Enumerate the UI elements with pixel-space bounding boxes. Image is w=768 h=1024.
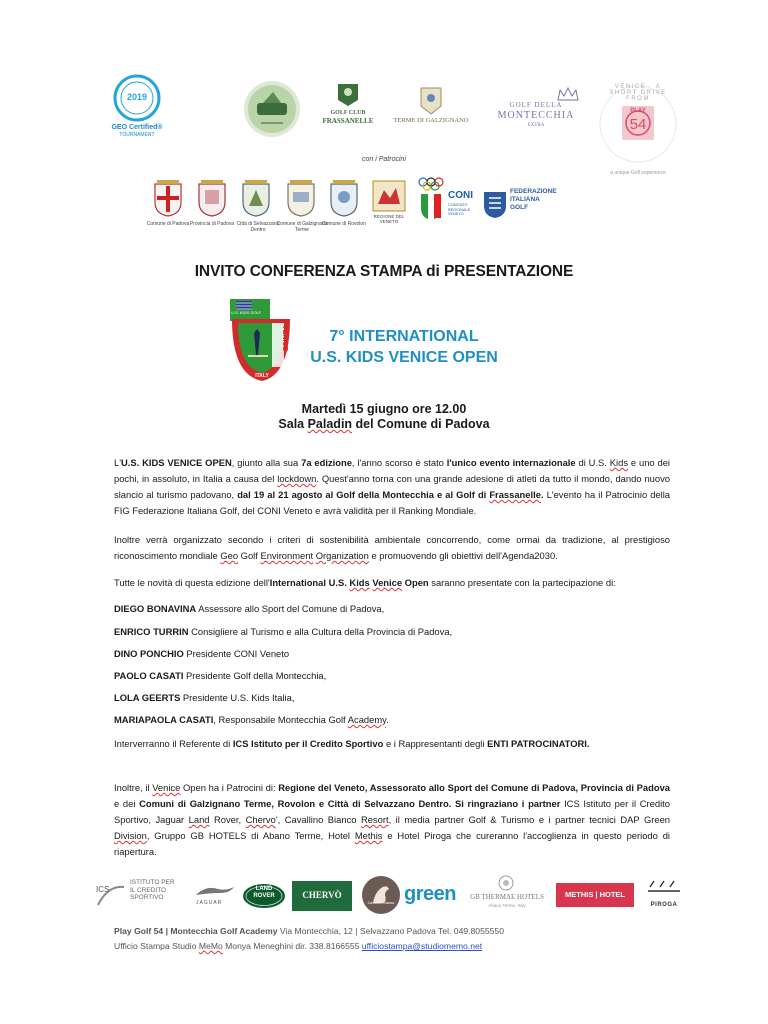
venice-open-badge bbox=[226, 293, 296, 385]
footer-contact bbox=[114, 924, 504, 939]
event-name-line1: 7° INTERNATIONAL bbox=[329, 328, 479, 345]
guest-role: Consigliere al Turismo e alla Cultura della Provincia di Padova, bbox=[188, 626, 453, 637]
rovolon-crest-icon bbox=[327, 178, 361, 218]
landrover-name-1: LAND bbox=[255, 886, 273, 892]
p4f: Comuni di Galzignano Terme, Rovolon e Città di Selvazzano Dentro bbox=[139, 798, 449, 809]
p4g: . Si ringraziano i partner bbox=[448, 798, 565, 809]
regione-veneto-icon bbox=[372, 180, 406, 212]
guest-role-end: . bbox=[386, 714, 389, 725]
paragraph-patrocini-partner bbox=[114, 780, 670, 860]
p1j: lockdown bbox=[277, 473, 317, 484]
venice-short-drive: VENICE · A SHORT DRIVE FROM bbox=[609, 84, 667, 102]
frassanelle-logo bbox=[318, 80, 378, 138]
p4l: ', Cavallino Bianco bbox=[275, 814, 361, 825]
ics-name-1: ISTITUTO PER bbox=[130, 879, 175, 886]
sponsor-logos bbox=[96, 873, 686, 919]
p4h: ICS Istituto per il Credito Sportivo, Jaguar bbox=[114, 798, 670, 825]
montecchia-crown-icon bbox=[488, 86, 584, 102]
galzignano-crest-icon bbox=[385, 86, 477, 116]
guest-role-underlined: Academy bbox=[347, 714, 387, 725]
geo-certified-logo bbox=[112, 73, 162, 123]
geo-label: GEO Certified® bbox=[111, 124, 163, 131]
footer-org: Play Golf 54 | Montecchia Golf Academy bbox=[114, 926, 278, 936]
landrover-name bbox=[242, 886, 286, 900]
int-b: ICS Istituto per il Credito Sportivo bbox=[232, 738, 384, 749]
p3c: Kids bbox=[349, 577, 370, 588]
guest-name: MARIAPAOLA CASATI bbox=[114, 714, 214, 725]
p1a: L' bbox=[114, 457, 122, 468]
p4q: Methis bbox=[354, 830, 383, 841]
p4m: Resort bbox=[360, 814, 389, 825]
cavallino-name: Cavallino Bianco bbox=[367, 901, 395, 905]
methis-logo bbox=[556, 883, 634, 907]
gb-hotels-emblem-icon bbox=[498, 875, 514, 891]
guest-item bbox=[114, 668, 326, 684]
jaguar-name: JAGUAR bbox=[196, 900, 223, 906]
p4r: e Hotel Piroga che cureranno l'accoglienza in questo periodo di riapertura. bbox=[114, 830, 670, 857]
p4k: Chervo bbox=[245, 814, 276, 825]
p3g: saranno presentate con la partecipazione di: bbox=[428, 577, 616, 588]
galzignano-comune-crest-icon bbox=[284, 178, 318, 218]
chervo-name: CHERVÒ bbox=[302, 890, 342, 900]
coni-name: CONI bbox=[448, 190, 473, 201]
p1o: L'evento ha il Patrocinio della FIG Federazione Italiana Golf, del CONI Veneto e avrà validità per il Ranking Mondiale. bbox=[114, 489, 671, 516]
guest-role: , Responsabile Montecchia Golf bbox=[213, 714, 348, 725]
guest-name: PAOLO CASATI bbox=[114, 670, 184, 681]
p2b: Geo bbox=[220, 550, 239, 561]
p4a: Inoltre, il bbox=[114, 782, 153, 793]
p4j: Rover, bbox=[209, 814, 246, 825]
footer-press-b: MeMo bbox=[198, 941, 223, 951]
coni-sub: COMITATO REGIONALE VENETO bbox=[448, 203, 471, 216]
play54-word: PLAY bbox=[630, 108, 646, 114]
footer-press-c: Monya Meneghini dir. 338.8166555 bbox=[222, 941, 362, 951]
piroga-boat-icon bbox=[646, 879, 682, 899]
p1c: , giunto alla sua bbox=[231, 457, 302, 468]
venue-b: Paladin bbox=[307, 417, 353, 431]
ics-abbr: ICS bbox=[96, 885, 110, 894]
p3a: Tutte le novità di questa edizione dell' bbox=[114, 577, 270, 588]
footer-address: Via Montecchia, 12 | Selvazzano Padova Tel. 049.8055550 bbox=[277, 926, 504, 936]
p1m: Frassanelle bbox=[489, 489, 541, 500]
geo-sublabel: TOURNAMENT bbox=[119, 132, 155, 138]
galzignano-name: TERME DI GALZIGNANO bbox=[393, 117, 469, 124]
crest-label-galzignano: Comune di Galzignano Terme bbox=[276, 221, 328, 233]
regione-veneto-label: REGIONE DEL VENETO bbox=[373, 214, 405, 224]
p2a: Inoltre verrà organizzato secondo i criteri di sostenibilità ambientale concorrendo, come ormai da tradizione, al prestigioso riconoscimento mondiale bbox=[114, 534, 670, 561]
play54-tagline: a unique Golf experience bbox=[610, 170, 666, 176]
guest-item bbox=[114, 712, 389, 728]
guest-item bbox=[114, 624, 452, 640]
p4o: Division bbox=[114, 830, 147, 841]
footer-press-office bbox=[114, 939, 482, 954]
guest-item bbox=[114, 646, 289, 662]
chervo-logo bbox=[292, 881, 352, 911]
montecchia-name-1: GOLF DELLA bbox=[509, 101, 563, 109]
fig-name-1: FEDERAZIONE bbox=[510, 188, 557, 195]
p4p: , Gruppo GB HOTELS di Abano Terme, Hotel bbox=[146, 830, 355, 841]
int-a: Interverranno il Referente di bbox=[114, 738, 233, 749]
fig-shield-icon bbox=[482, 190, 508, 220]
p1e: , l'anno scorso è stato bbox=[351, 457, 447, 468]
event-venue bbox=[0, 416, 768, 432]
p1i: e uno dei pochi, in assoluto, in Italia a causa del bbox=[114, 457, 671, 484]
venice-badge-top: U.S. KIDS GOLF bbox=[231, 310, 262, 315]
paragraph-interverranno bbox=[114, 736, 670, 752]
patrocini-label: con i Patrocini bbox=[362, 156, 406, 163]
p1d: 7a edizione bbox=[301, 457, 352, 468]
montecchia-name-3: EXTRA bbox=[527, 123, 545, 128]
footer-press-a: Ufficio Stampa Studio bbox=[114, 941, 199, 951]
cavallino-horse-icon bbox=[361, 875, 401, 915]
provincia-crest-icon bbox=[195, 178, 229, 218]
padova-crest-icon bbox=[151, 178, 185, 218]
jaguar-leaper-icon bbox=[194, 885, 236, 899]
p4d: Regione del Veneto, Assessorato allo Sport del Comune di Padova, Provincia di Padova bbox=[278, 782, 670, 793]
p4b: Venice bbox=[152, 782, 181, 793]
geo-year: 2019 bbox=[126, 92, 148, 102]
crest-label-provincia: Provincia di Padova bbox=[189, 221, 235, 227]
venue-c: del Comune di Padova bbox=[352, 417, 490, 431]
fig-name-3: GOLF bbox=[510, 204, 529, 211]
guest-role: Presidente U.S. Kids Italia, bbox=[180, 692, 295, 703]
p1b: U.S. KIDS VENICE OPEN bbox=[121, 457, 232, 468]
p2f: Organization bbox=[315, 550, 369, 561]
galzignano-logo bbox=[385, 86, 477, 138]
coni-olympic-icon bbox=[415, 176, 447, 222]
guest-role: Presidente CONI Veneto bbox=[183, 648, 290, 659]
paragraph-sostenibilita bbox=[114, 532, 670, 564]
p2g: e promuovendo gli obiettivi dell'Agenda2030. bbox=[368, 550, 558, 561]
frassanelle-crest-icon bbox=[318, 80, 378, 108]
paragraph-novita bbox=[114, 575, 670, 591]
int-d: ENTI PATROCINATORI. bbox=[487, 738, 590, 749]
guest-role: Presidente Golf della Montecchia, bbox=[183, 670, 327, 681]
piroga-name: PIROGA bbox=[650, 902, 678, 908]
fig-name bbox=[510, 188, 557, 212]
ics-name-3: SPORTIVO bbox=[130, 894, 164, 901]
play54-number: 54 bbox=[629, 116, 647, 133]
venue-a: Sala bbox=[278, 417, 308, 431]
gb-hotels-sub: Abano Terme, Italy bbox=[488, 903, 526, 908]
p3f: Open bbox=[402, 577, 429, 588]
green-emblem-logo bbox=[243, 80, 301, 138]
venice-badge-word: VENICE bbox=[281, 325, 288, 352]
guest-item bbox=[114, 690, 294, 706]
green-division-name: green bbox=[404, 883, 456, 905]
p1h: Kids bbox=[609, 457, 629, 468]
p1k: . Quest'anno torna con una grande adesione di atleti da tutto il mondo, dando nuovo slancio al turismo padovano, bbox=[114, 473, 670, 500]
venice-badge-bottom: ITALY bbox=[255, 373, 269, 379]
p1f: l'unico evento internazionale bbox=[446, 457, 576, 468]
int-c: e i Rappresentanti degli bbox=[383, 738, 488, 749]
event-name-line2: U.S. KIDS VENICE OPEN bbox=[310, 349, 498, 366]
frassanelle-name-1: GOLF CLUB bbox=[330, 110, 366, 116]
p3b: International U.S. bbox=[269, 577, 350, 588]
p4i: Land bbox=[188, 814, 210, 825]
p4n: , il media partner Golf & Turismo e i partner tecnici DAP Green bbox=[388, 814, 671, 825]
page-title: INVITO CONFERENZA STAMPA di PRESENTAZIONE bbox=[194, 263, 574, 280]
crest-label-padova: Comune di Padova bbox=[146, 221, 190, 227]
event-date: Martedì 15 giugno ore 12.00 bbox=[301, 402, 467, 416]
selvazzano-crest-icon bbox=[239, 178, 273, 218]
ics-name bbox=[130, 879, 175, 902]
p1g: di U.S. bbox=[575, 457, 610, 468]
guest-name: LOLA GEERTS bbox=[114, 692, 181, 703]
gb-hotels-name: GB THERMAE HOTELS bbox=[470, 893, 544, 901]
methis-name: METHIS | HOTEL bbox=[564, 890, 625, 899]
crest-label-rovolon: Comune di Rovolon bbox=[322, 221, 366, 227]
p1n: . bbox=[540, 489, 544, 500]
crest-label-selvazzano: Città di Selvazzano Dentro bbox=[236, 221, 280, 233]
landrover-name-2: ROVER bbox=[253, 893, 275, 899]
p2d: Environment bbox=[260, 550, 314, 561]
play54-logo bbox=[592, 82, 684, 182]
frassanelle-name-2: FRASSANELLE bbox=[322, 117, 374, 125]
ics-name-2: IL CREDITO bbox=[130, 886, 167, 894]
fig-name-2: ITALIANA bbox=[510, 196, 540, 203]
paragraph-intro bbox=[114, 455, 670, 519]
p4c: Open ha i Patrocini di: bbox=[180, 782, 279, 793]
guest-name: DIEGO BONAVINA bbox=[114, 603, 197, 614]
guest-role: Assessore allo Sport del Comune di Padova, bbox=[196, 603, 385, 614]
p3e: Venice bbox=[372, 577, 403, 588]
golfer-emblem-icon bbox=[243, 80, 301, 138]
montecchia-logo bbox=[488, 86, 584, 138]
p1l: dal 19 al 21 agosto al Golf della Montecchia e al Golf di bbox=[237, 489, 490, 500]
guest-name: DINO PONCHIO bbox=[114, 648, 184, 659]
p4e: e dei bbox=[114, 798, 140, 809]
footer-email-link[interactable]: ufficiostampa@studiomemo.net bbox=[361, 941, 483, 951]
p2c: Golf bbox=[238, 550, 261, 561]
montecchia-name-2: MONTECCHIA bbox=[497, 110, 575, 121]
guest-item bbox=[114, 601, 384, 617]
guest-name: ENRICO TURRIN bbox=[114, 626, 189, 637]
